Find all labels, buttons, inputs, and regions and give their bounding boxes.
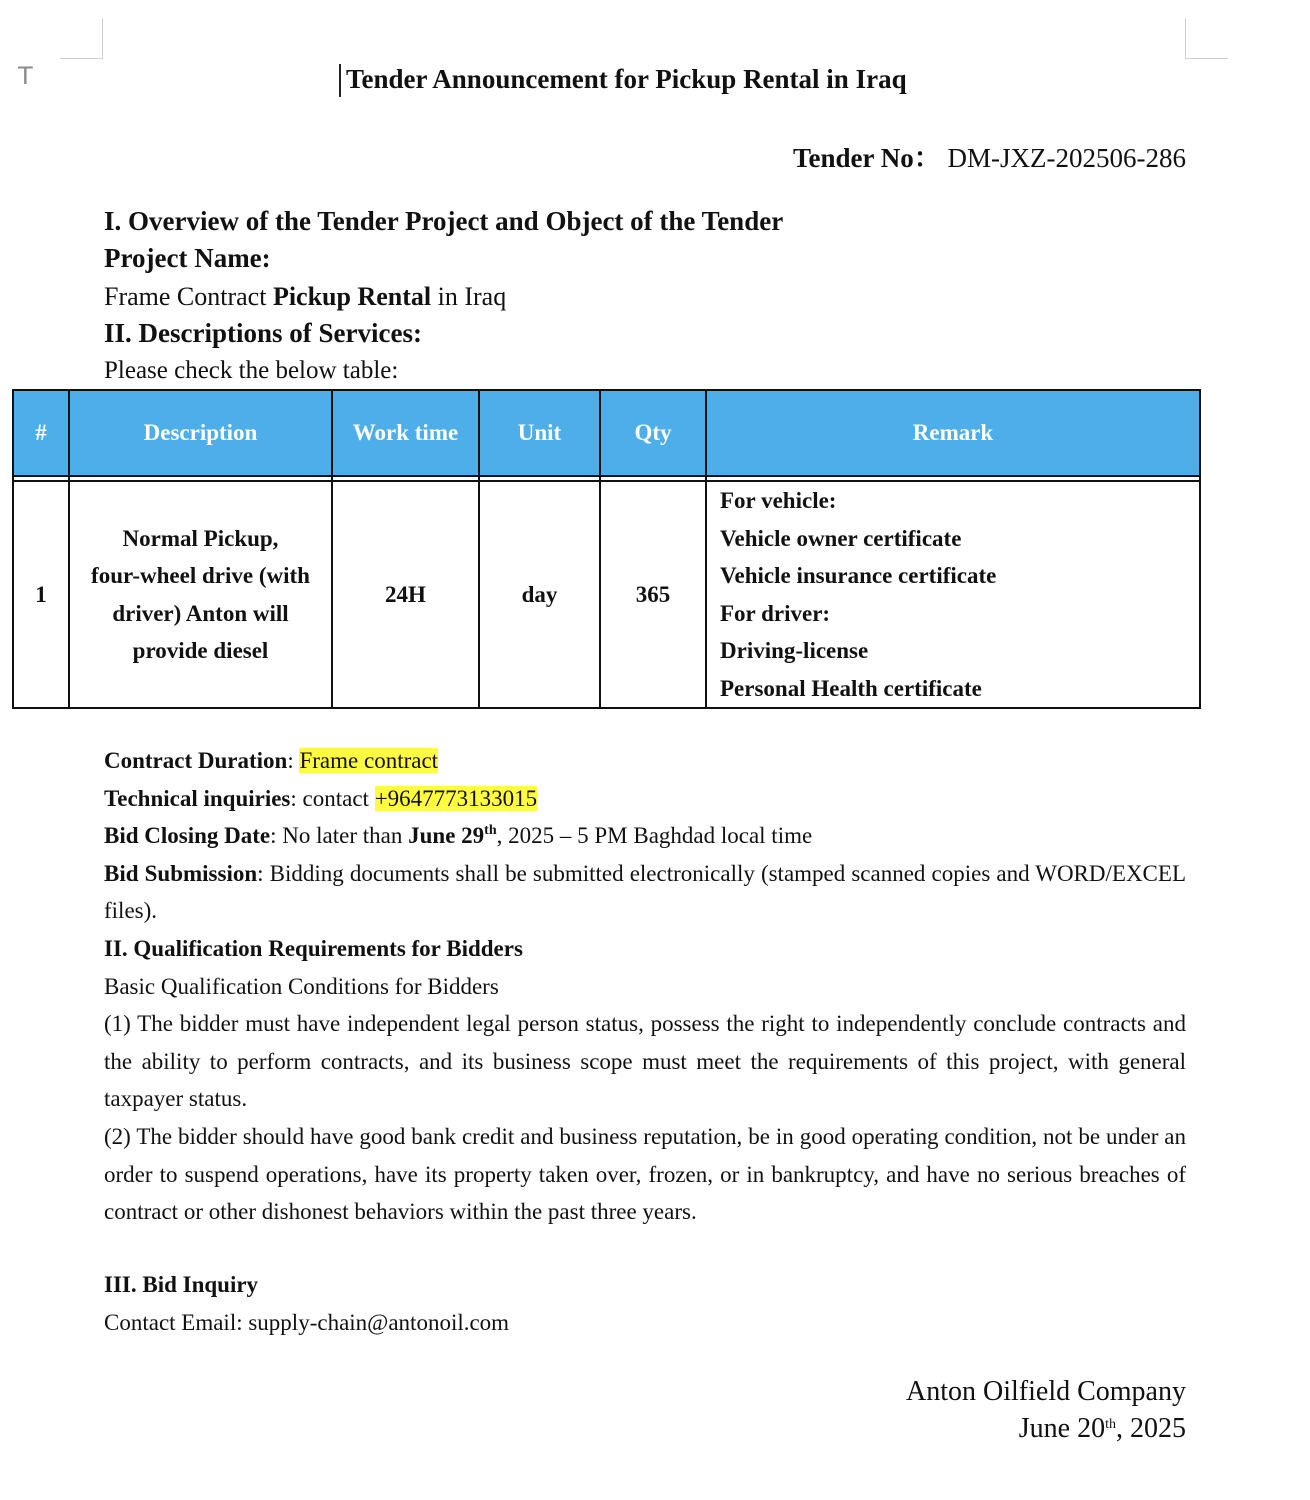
- tender-number: [793, 136, 1186, 175]
- table-intro: Please check the below table:: [104, 357, 399, 384]
- contract-duration: Contract Duration: Frame contract: [104, 748, 439, 773]
- services-table: [12, 389, 1201, 709]
- cell-qty: 365: [600, 481, 706, 708]
- cell-remark: For vehicle: Vehicle owner certificate Vehicle insurance certificate For driver: Driving-license Personal Health certificate: [706, 481, 1200, 708]
- section-2-heading: II. Descriptions of Services:: [104, 318, 422, 348]
- technical-inquiries: Technical inquiries: contact +9647773133015: [104, 785, 538, 811]
- contract-info: [104, 742, 1186, 1231]
- cell-num: 1: [13, 481, 69, 708]
- header-remark: Remark: [706, 390, 1200, 476]
- header-work-time: Work time: [332, 390, 479, 476]
- page-corner-mark-left: [60, 18, 103, 59]
- project-name-label: Project Name:: [104, 243, 271, 273]
- header-num: #: [13, 390, 69, 476]
- qualification-paragraph-2: (2) The bidder should have good bank credit and business reputation, be in good operating condition, not be under an order to suspend operations, have its property taken over, frozen, or in bankruptcy, and have no serious breaches of contract or other dishonest behaviors within the past three years.: [104, 1123, 1186, 1225]
- cell-work-time: 24H: [332, 481, 479, 708]
- document-title: Tender Announcement for Pickup Rental in Iraq: [346, 64, 907, 94]
- contact-email: Contact Email: supply-chain@antonoil.com: [104, 1309, 510, 1335]
- page-corner-mark-right: [1185, 18, 1228, 59]
- cell-unit: day: [479, 481, 600, 708]
- bid-closing-date: Bid Closing Date: No later than June 29th, 2025 – 5 PM Baghdad local time: [104, 823, 813, 849]
- cell-description: Normal Pickup, four-wheel drive (with driver) Anton will provide diesel: [69, 481, 332, 708]
- signature-date: June 20th, 2025: [1018, 1413, 1186, 1444]
- header-unit: Unit: [479, 390, 600, 476]
- highlighted-phone: +9647773133015: [374, 785, 538, 811]
- bid-inquiry: [104, 1266, 1186, 1341]
- qualification-subheading: Basic Qualification Conditions for Bidders: [104, 973, 499, 999]
- tender-number-label: Tender No：: [792, 143, 941, 173]
- qualification-paragraph-1: (1) The bidder must have independent legal person status, possess the right to independently conclude contracts and the ability to perform contracts, and its business scope must meet the requirements of this project, with general taxpayer status.: [104, 1011, 1186, 1112]
- tender-number-value: DM-JXZ-202506-286: [947, 143, 1186, 173]
- signature-company: Anton Oilfield Company: [906, 1376, 1186, 1407]
- text-caret: [339, 64, 341, 97]
- table-row: [13, 481, 1200, 708]
- text-cursor-icon: T: [18, 62, 33, 90]
- table-header-row: [13, 390, 1200, 476]
- qualification-heading: II. Qualification Requirements for Bidders: [104, 935, 523, 961]
- header-qty: Qty: [600, 390, 706, 476]
- project-name: Frame Contract Pickup Rental in Iraq: [104, 282, 507, 311]
- header-description: Description: [69, 390, 332, 476]
- bid-inquiry-heading: III. Bid Inquiry: [104, 1272, 259, 1297]
- bid-submission: Bid Submission: Bidding documents shall be submitted electronically (stamped scanned copies and WORD/EXCEL files).: [104, 860, 1186, 924]
- section-1-heading: I. Overview of the Tender Project and Object of the Tender: [104, 206, 784, 236]
- highlighted-duration: Frame contract: [299, 748, 439, 773]
